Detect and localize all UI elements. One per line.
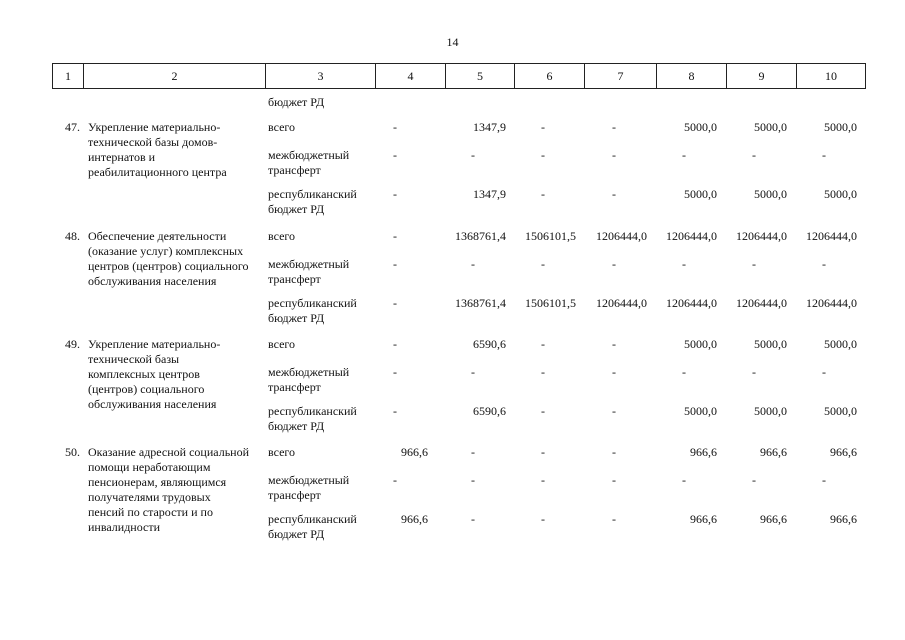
value-cell: 1206444,0 bbox=[666, 229, 717, 243]
value-cell: - bbox=[541, 187, 545, 201]
measure-name-line: реабилитационного центра bbox=[88, 165, 227, 179]
col-header-5: 5 bbox=[446, 64, 515, 89]
funding-source-line: бюджет РД bbox=[268, 527, 325, 541]
value-cell: 1206444,0 bbox=[736, 229, 787, 243]
value-cell: 1506101,5 bbox=[525, 296, 576, 310]
funding-source-line: трансферт bbox=[268, 380, 321, 394]
funding-source-line: межбюджетный bbox=[268, 148, 350, 162]
value-cell: - bbox=[541, 257, 545, 271]
measure-name-line: пенсионерам, являющимся bbox=[88, 475, 227, 489]
funding-source-line: республиканский bbox=[268, 512, 357, 526]
funding-source-line: всего bbox=[268, 337, 296, 351]
col-header-9: 9 bbox=[727, 64, 797, 89]
value-cell: 5000,0 bbox=[754, 187, 787, 201]
value-cell: 966,6 bbox=[830, 512, 857, 526]
value-cell: - bbox=[471, 148, 475, 162]
measure-name-line: (центров) социального bbox=[88, 382, 205, 396]
value-cell: 1206444,0 bbox=[596, 296, 647, 310]
funding-source-line: межбюджетный bbox=[268, 365, 350, 379]
value-cell: 5000,0 bbox=[684, 187, 717, 201]
value-cell: - bbox=[682, 365, 686, 379]
funding-source-line: межбюджетный bbox=[268, 473, 350, 487]
funding-source-line: бюджет РД bbox=[268, 311, 325, 325]
value-cell: - bbox=[612, 187, 616, 201]
value-cell: - bbox=[393, 120, 397, 134]
value-cell: - bbox=[393, 296, 397, 310]
value-cell: - bbox=[471, 512, 475, 526]
funding-source-line: межбюджетный bbox=[268, 257, 350, 271]
value-cell: - bbox=[752, 365, 756, 379]
value-cell: 5000,0 bbox=[824, 120, 857, 134]
value-cell: 5000,0 bbox=[824, 187, 857, 201]
value-cell: - bbox=[541, 512, 545, 526]
value-cell: 1368761,4 bbox=[455, 296, 506, 310]
value-cell: - bbox=[471, 473, 475, 487]
value-cell: - bbox=[612, 512, 616, 526]
value-cell: - bbox=[541, 445, 545, 459]
value-cell: 1206444,0 bbox=[806, 229, 857, 243]
value-cell: 1206444,0 bbox=[736, 296, 787, 310]
value-cell: - bbox=[541, 120, 545, 134]
value-cell: - bbox=[541, 337, 545, 351]
col-header-8: 8 bbox=[657, 64, 727, 89]
funding-source-line: бюджет РД bbox=[268, 419, 325, 433]
col-header-10: 10 bbox=[797, 64, 866, 89]
value-cell: - bbox=[612, 473, 616, 487]
measure-name-line: центров (центров) социального bbox=[88, 259, 249, 273]
value-cell: - bbox=[393, 229, 397, 243]
value-cell: - bbox=[612, 337, 616, 351]
value-cell: - bbox=[612, 148, 616, 162]
value-cell: 966,6 bbox=[401, 445, 428, 459]
value-cell: 1206444,0 bbox=[666, 296, 717, 310]
measure-name-line: Укрепление материально- bbox=[88, 337, 221, 351]
value-cell: - bbox=[752, 473, 756, 487]
funding-source-line: республиканский bbox=[268, 404, 357, 418]
value-cell: - bbox=[393, 337, 397, 351]
value-cell: 966,6 bbox=[401, 512, 428, 526]
value-cell: - bbox=[612, 365, 616, 379]
funding-source-line: трансферт bbox=[268, 488, 321, 502]
measure-name-line: инвалидности bbox=[88, 520, 161, 534]
value-cell: 1368761,4 bbox=[455, 229, 506, 243]
value-cell: - bbox=[752, 148, 756, 162]
value-cell: - bbox=[393, 404, 397, 418]
funding-source-line: всего bbox=[268, 229, 296, 243]
value-cell: 6590,6 bbox=[473, 404, 506, 418]
funding-source-line: республиканский bbox=[268, 187, 357, 201]
row-number: 49. bbox=[65, 337, 80, 351]
row-number: 50. bbox=[65, 445, 80, 459]
funding-source-line: всего bbox=[268, 445, 296, 459]
row-number: 48. bbox=[65, 229, 80, 243]
measure-name-line: Оказание адресной социальной bbox=[88, 445, 250, 459]
page-number: 14 bbox=[446, 35, 459, 49]
measure-name-line: обслуживания населения bbox=[88, 397, 217, 411]
value-cell: 5000,0 bbox=[684, 120, 717, 134]
value-cell: - bbox=[393, 187, 397, 201]
measure-name-line: получателями трудовых bbox=[88, 490, 211, 504]
col-header-3: 3 bbox=[266, 64, 376, 89]
value-cell: - bbox=[541, 473, 545, 487]
measure-name-line: технической базы bbox=[88, 352, 180, 366]
value-cell: - bbox=[541, 365, 545, 379]
funding-source-line: бюджет РД bbox=[268, 202, 325, 216]
value-cell: 1347,9 bbox=[473, 187, 506, 201]
value-cell: - bbox=[682, 473, 686, 487]
col-header-7: 7 bbox=[585, 64, 657, 89]
measure-name-line: интернатов и bbox=[88, 150, 156, 164]
value-cell: 5000,0 bbox=[684, 337, 717, 351]
value-cell: - bbox=[822, 257, 826, 271]
value-cell: - bbox=[541, 404, 545, 418]
value-cell: 966,6 bbox=[690, 512, 717, 526]
measure-name-line: обслуживания населения bbox=[88, 274, 217, 288]
col-header-6: 6 bbox=[515, 64, 585, 89]
measure-name-line: (оказание услуг) комплексных bbox=[88, 244, 244, 258]
value-cell: - bbox=[822, 148, 826, 162]
measure-name-line: пенсий по старости и по bbox=[88, 505, 213, 519]
value-cell: - bbox=[682, 257, 686, 271]
value-cell: - bbox=[471, 365, 475, 379]
measure-name-line: Обеспечение деятельности bbox=[88, 229, 227, 243]
measure-name-line: Укрепление материально- bbox=[88, 120, 221, 134]
col-header-1: 1 bbox=[53, 64, 84, 89]
value-cell: 966,6 bbox=[690, 445, 717, 459]
continuation-source-text: бюджет РД bbox=[268, 95, 325, 109]
value-cell: - bbox=[822, 473, 826, 487]
col-header-4: 4 bbox=[376, 64, 446, 89]
value-cell: 1206444,0 bbox=[596, 229, 647, 243]
value-cell: 966,6 bbox=[760, 512, 787, 526]
value-cell: 1206444,0 bbox=[806, 296, 857, 310]
row-number: 47. bbox=[65, 120, 80, 134]
value-cell: - bbox=[393, 148, 397, 162]
value-cell: 5000,0 bbox=[684, 404, 717, 418]
value-cell: - bbox=[822, 365, 826, 379]
value-cell: - bbox=[393, 473, 397, 487]
value-cell: - bbox=[612, 445, 616, 459]
measure-name-line: технической базы домов- bbox=[88, 135, 218, 149]
value-cell: - bbox=[612, 257, 616, 271]
value-cell: 1506101,5 bbox=[525, 229, 576, 243]
value-cell: 5000,0 bbox=[824, 337, 857, 351]
value-cell: - bbox=[471, 257, 475, 271]
funding-source-line: республиканский bbox=[268, 296, 357, 310]
funding-source-line: трансферт bbox=[268, 163, 321, 177]
value-cell: 5000,0 bbox=[754, 404, 787, 418]
col-header-2: 2 bbox=[84, 64, 266, 89]
value-cell: - bbox=[612, 404, 616, 418]
funding-source-line: всего bbox=[268, 120, 296, 134]
measure-name-line: комплексных центров bbox=[88, 367, 200, 381]
value-cell: 6590,6 bbox=[473, 337, 506, 351]
value-cell: - bbox=[612, 120, 616, 134]
value-cell: - bbox=[471, 445, 475, 459]
funding-source-line: трансферт bbox=[268, 272, 321, 286]
value-cell: 5000,0 bbox=[824, 404, 857, 418]
value-cell: - bbox=[682, 148, 686, 162]
value-cell: 966,6 bbox=[830, 445, 857, 459]
value-cell: 5000,0 bbox=[754, 120, 787, 134]
value-cell: - bbox=[393, 257, 397, 271]
measure-name-line: помощи неработающим bbox=[88, 460, 211, 474]
value-cell: 1347,9 bbox=[473, 120, 506, 134]
value-cell: - bbox=[393, 365, 397, 379]
value-cell: 5000,0 bbox=[754, 337, 787, 351]
value-cell: - bbox=[541, 148, 545, 162]
value-cell: - bbox=[752, 257, 756, 271]
value-cell: 966,6 bbox=[760, 445, 787, 459]
